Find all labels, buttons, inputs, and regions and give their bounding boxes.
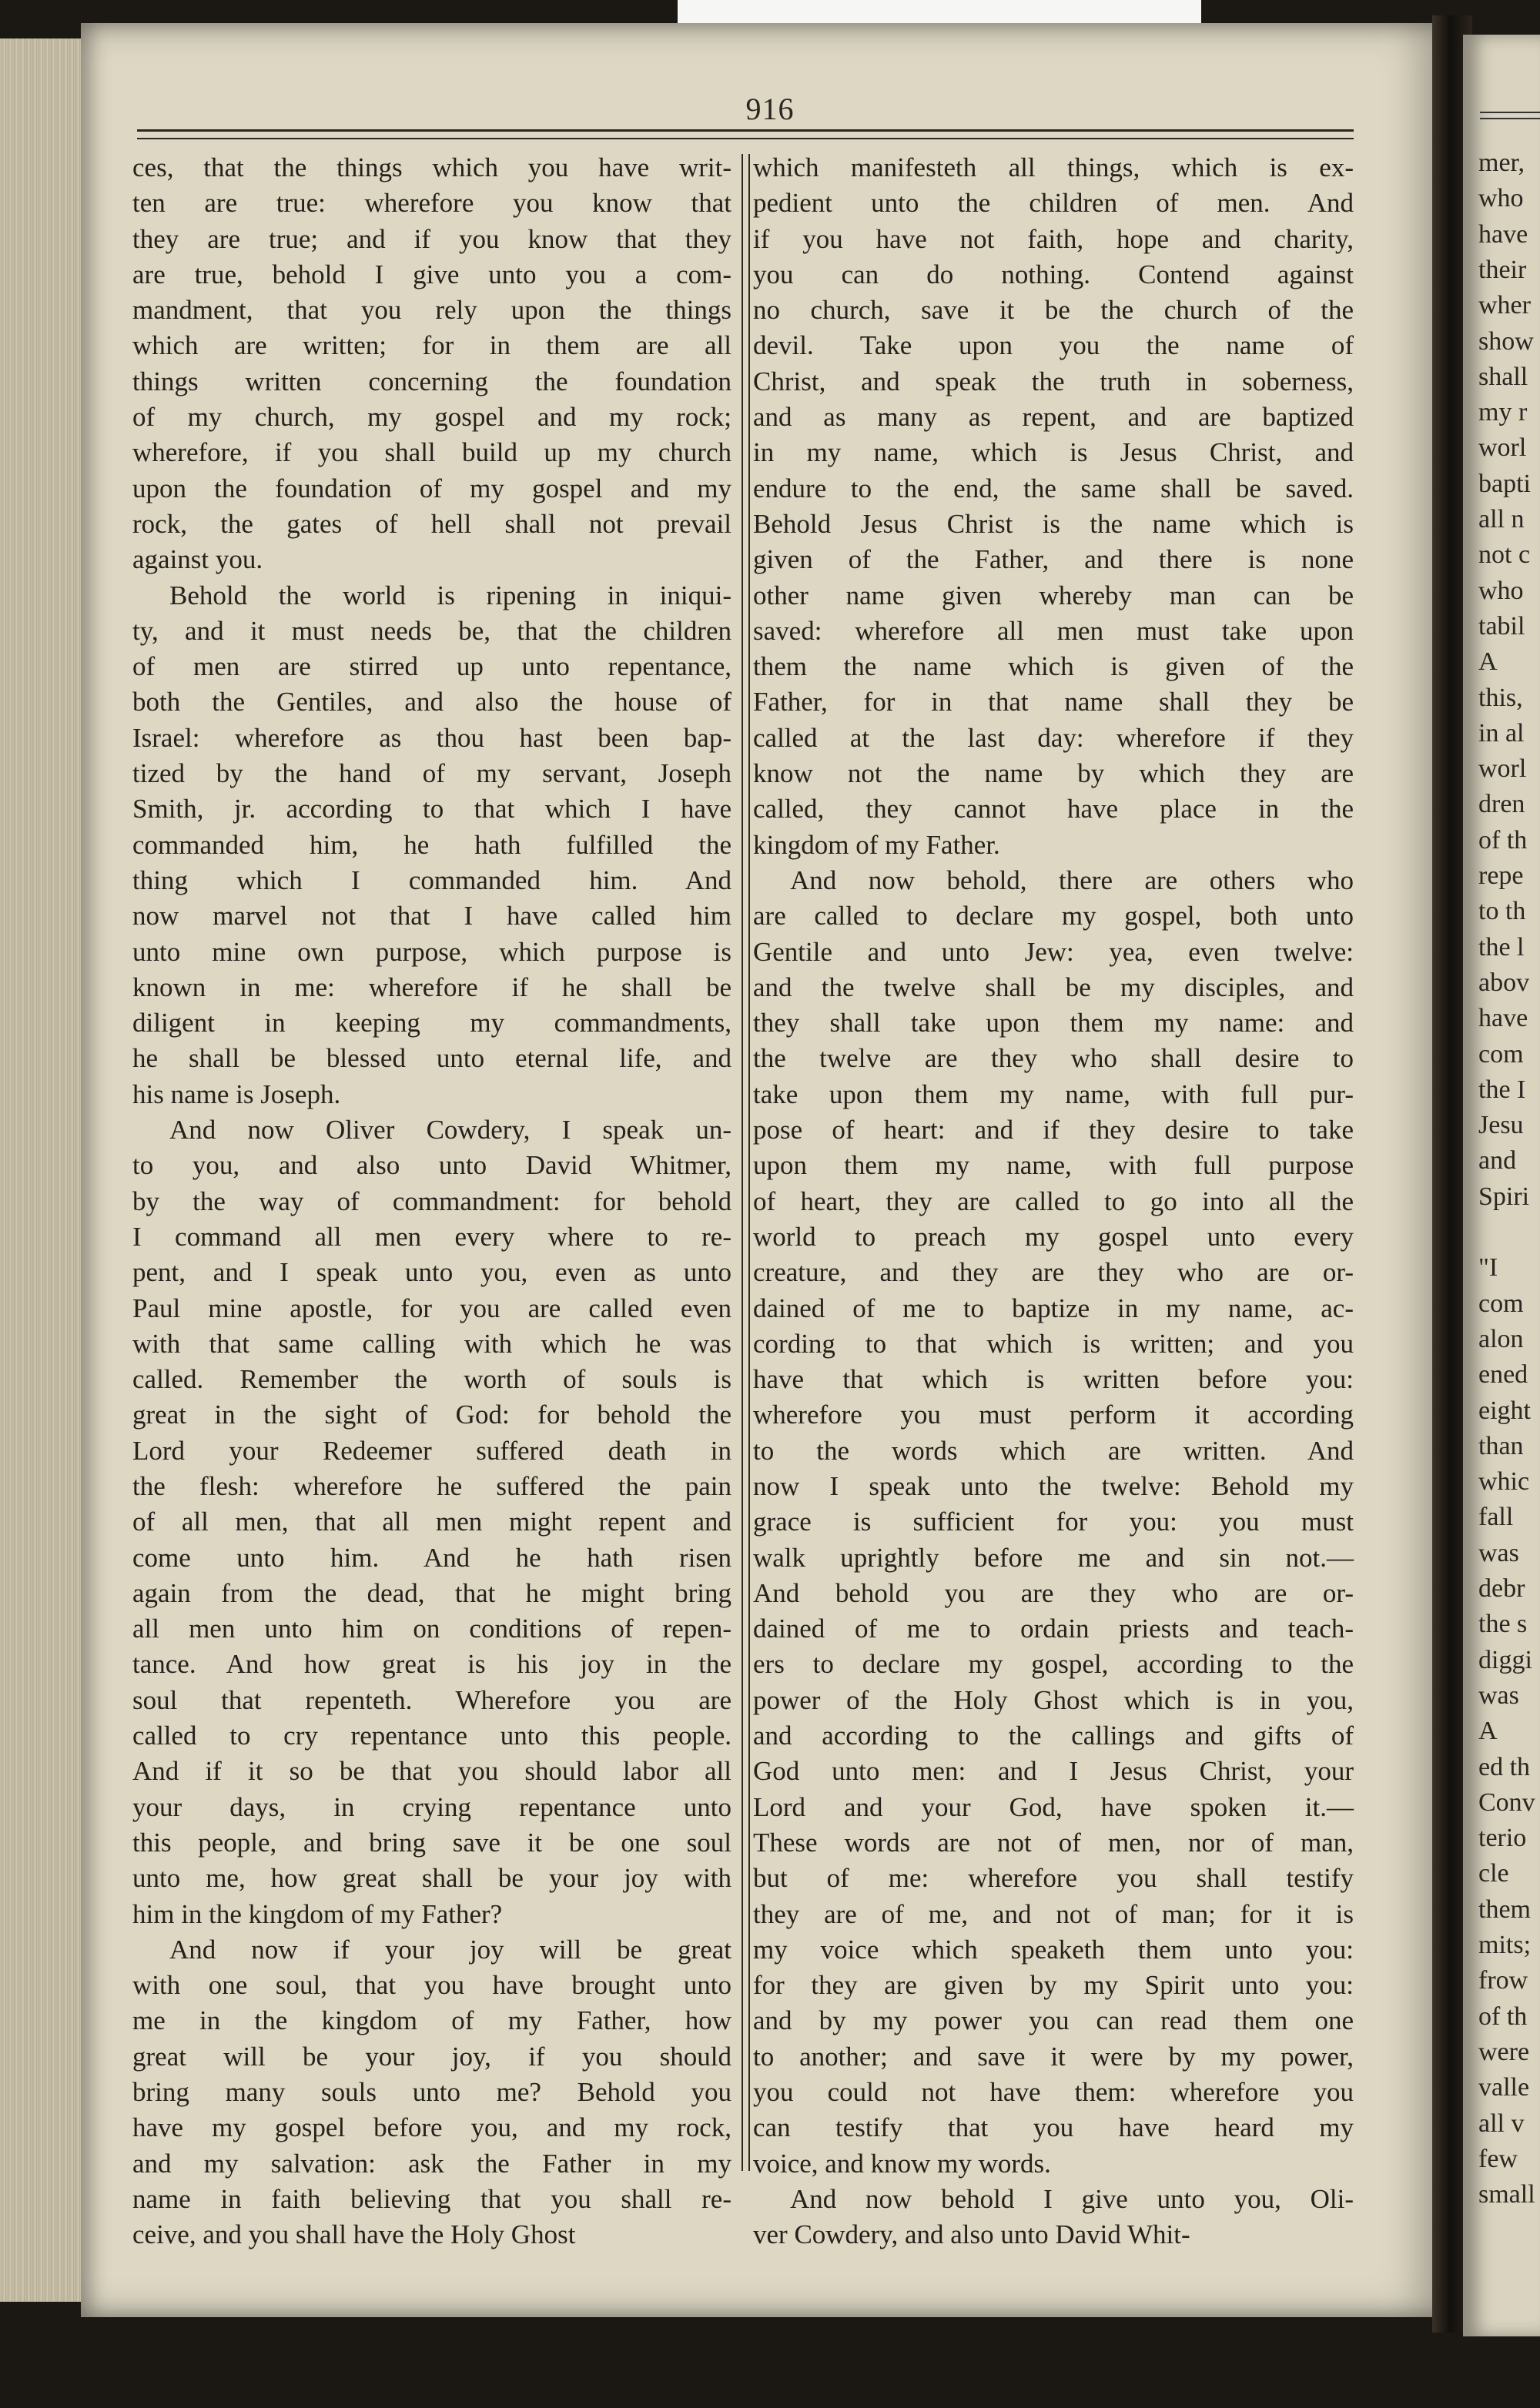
facing-page-fragment: was xyxy=(1478,1538,1519,1567)
facing-page-fragment: and xyxy=(1478,1146,1517,1176)
text-line: now marvel not that I have called him xyxy=(132,901,732,931)
text-line: and my salvation: ask the Father in my xyxy=(132,2148,732,2179)
text-line: These words are not of men, nor of man, xyxy=(753,1827,1354,1858)
text-line: creature, and they are they who are or- xyxy=(753,1257,1354,1288)
text-line: devil. Take upon you the name of xyxy=(753,330,1354,361)
text-line: world to preach my gospel unto every xyxy=(753,1221,1354,1252)
text-line: pose of heart: and if they desire to take xyxy=(753,1115,1354,1145)
facing-page-fragment: the s xyxy=(1478,1610,1528,1639)
facing-page-fragment: ed th xyxy=(1478,1752,1531,1781)
facing-page-fragment: this, xyxy=(1478,683,1523,712)
facing-page-fragment: dren xyxy=(1478,790,1525,819)
text-line: him in the kingdom of my Father? xyxy=(132,1898,503,1929)
facing-page-fragment: fall xyxy=(1478,1503,1514,1532)
facing-page-fragment: who xyxy=(1478,576,1524,605)
left-text-column xyxy=(132,150,732,2253)
text-line: and the twelve shall be my disciples, and xyxy=(753,972,1354,1002)
facing-page-fragment: of th xyxy=(1478,2002,1528,2031)
text-line: against you. xyxy=(132,544,263,575)
text-line: have that which is written before you: xyxy=(753,1364,1354,1395)
text-line: they are of me, and not of man; for it is xyxy=(753,1898,1354,1929)
text-line: bring many souls unto me? Behold you xyxy=(132,2077,732,2108)
text-line: things written concerning the foundation xyxy=(132,366,732,396)
text-line: called, they cannot have place in the xyxy=(753,794,1354,824)
text-line: and by my power you can read them one xyxy=(753,2005,1354,2036)
text-line: of heart, they are called to go into all the xyxy=(753,1186,1354,1216)
text-line: come unto him. And he hath risen xyxy=(132,1542,732,1573)
facing-page-fragment: mer, xyxy=(1478,149,1525,177)
facing-page-fragment: all v xyxy=(1478,2109,1525,2138)
text-line: called to cry repentance unto this people. xyxy=(132,1721,732,1751)
facing-page-fragment: tabil xyxy=(1478,611,1525,640)
facing-page-fragment: terio xyxy=(1478,1824,1527,1853)
facing-page xyxy=(1463,35,1540,2336)
facing-page-fragment: to th xyxy=(1478,897,1526,926)
text-line: grace is sufficient for you: you must xyxy=(753,1507,1354,1537)
page-number: 916 xyxy=(745,92,795,126)
text-line: and as many as repent, and are baptized xyxy=(753,402,1354,433)
text-line: upon them my name, with full purpose xyxy=(753,1150,1354,1181)
facing-page-fragment: Spiri xyxy=(1478,1182,1530,1211)
text-line: cording to that which is written; and you xyxy=(753,1328,1354,1359)
text-line: my voice which speaketh them unto you: xyxy=(753,1934,1354,1965)
text-line: which are written; for in them are all xyxy=(132,330,732,361)
facing-page-fragment: have xyxy=(1478,1004,1528,1033)
text-line: diligent in keeping my commandments, xyxy=(132,1008,732,1038)
text-line: now I speak unto the twelve: Behold my xyxy=(753,1470,1354,1501)
facing-page-fragment: few xyxy=(1478,2144,1518,2173)
text-line: dained of me to ordain priests and teach- xyxy=(753,1614,1354,1644)
text-line: with that same calling with which he was xyxy=(132,1328,732,1359)
text-line: called at the last day: wherefore if they xyxy=(753,722,1354,753)
facing-page-fragment: diggi xyxy=(1478,1645,1532,1674)
facing-page-fragment: of th xyxy=(1478,825,1528,855)
facing-page-fragment: com xyxy=(1478,1289,1524,1318)
header-rule xyxy=(137,129,1354,139)
text-line: upon the foundation of my gospel and my xyxy=(132,473,732,503)
text-line: And behold you are they who are or- xyxy=(753,1577,1354,1608)
text-line: you could not have them: wherefore you xyxy=(753,2077,1354,2108)
text-line: commanded him, he hath fulfilled the xyxy=(132,829,732,860)
text-line: unto me, how great shall be your joy with xyxy=(132,1863,732,1894)
text-line: of all men, that all men might repent and xyxy=(132,1507,732,1537)
facing-page-fragment: frow xyxy=(1478,1966,1528,1995)
text-line: given of the Father, and there is none xyxy=(753,544,1354,575)
text-line: Paul mine apostle, for you are called even xyxy=(132,1293,732,1323)
facing-page-fragment: have xyxy=(1478,219,1528,249)
text-line: endure to the end, the same shall be saved. xyxy=(753,473,1354,503)
text-line: saved: wherefore all men must take upon xyxy=(753,615,1354,646)
text-line: And now if your joy will be great xyxy=(169,1934,732,1965)
text-line: Christ, and speak the truth in soberness, xyxy=(753,366,1354,396)
facing-page-fragment: eight xyxy=(1478,1396,1531,1425)
facing-page-fragment: worl xyxy=(1478,433,1527,463)
facing-page-fragment: "I xyxy=(1478,1253,1498,1283)
facing-page-fragment: A xyxy=(1478,1717,1498,1746)
text-line: Smith, jr. according to that which I have xyxy=(132,794,732,824)
facing-page-fragment: them xyxy=(1478,1895,1531,1924)
text-line: the twelve are they who shall desire to xyxy=(753,1043,1354,1074)
facing-page-fragment: cle xyxy=(1478,1859,1509,1888)
text-line: they shall take upon them my name: and xyxy=(753,1008,1354,1038)
text-line: ers to declare my gospel, according to the xyxy=(753,1649,1354,1680)
text-line: his name is Joseph. xyxy=(132,1079,341,1109)
facing-page-fragment: the I xyxy=(1478,1075,1526,1104)
text-line: ten are true: wherefore you know that xyxy=(132,188,732,219)
text-line: all men unto him on conditions of repen- xyxy=(132,1614,732,1644)
text-line: know not the name by which they are xyxy=(753,758,1354,789)
facing-page-fragment: Jesu xyxy=(1478,1111,1524,1140)
facing-page-fragment: show xyxy=(1478,326,1534,356)
page-edges xyxy=(0,38,85,2302)
text-line: pent, and I speak unto you, even as unto xyxy=(132,1257,732,1288)
text-line: are true, behold I give unto you a com- xyxy=(132,259,732,289)
text-line: thing which I commanded him. And xyxy=(132,865,732,895)
text-line: walk uprightly before me and sin not.— xyxy=(753,1542,1354,1573)
text-line: Gentile and unto Jew: yea, even twelve: xyxy=(753,936,1354,967)
text-line: called. Remember the worth of souls is xyxy=(132,1364,732,1395)
text-line: have my gospel before you, and my rock, xyxy=(132,2112,732,2143)
facing-page-fragment: who xyxy=(1478,184,1524,213)
text-line: dained of me to baptize in my name, ac- xyxy=(753,1293,1354,1323)
facing-page-fragment: shall xyxy=(1478,362,1528,391)
text-line: And now behold, there are others who xyxy=(790,865,1354,895)
text-line: voice, and know my words. xyxy=(753,2148,1051,2179)
text-line: mandment, that you rely upon the things xyxy=(132,295,732,326)
column-divider xyxy=(742,154,750,2171)
text-line: they are true; and if you know that they xyxy=(132,223,732,254)
text-line: great in the sight of God: for behold the xyxy=(132,1400,732,1430)
facing-page-fragment: the l xyxy=(1478,932,1525,962)
text-line: I command all men every where to re- xyxy=(132,1221,732,1252)
text-line: Behold the world is ripening in iniqui- xyxy=(169,580,732,610)
facing-page-fragment: wher xyxy=(1478,291,1531,320)
text-line: to another; and save it were by my power, xyxy=(753,2041,1354,2072)
text-line: ces, that the things which you have writ- xyxy=(132,152,732,182)
facing-page-fragment: debr xyxy=(1478,1574,1525,1603)
text-line: your days, in crying repentance unto xyxy=(132,1791,732,1822)
text-line: God unto men: and I Jesus Christ, your xyxy=(753,1756,1354,1787)
facing-page-fragment: all n xyxy=(1478,505,1525,533)
facing-page-fragment: worl xyxy=(1478,754,1527,784)
facing-page-fragment: in al xyxy=(1478,718,1525,747)
text-line: tance. And how great is his joy in the xyxy=(132,1649,732,1680)
text-line: tized by the hand of my servant, Joseph xyxy=(132,758,732,789)
facing-page-fragment: Conv xyxy=(1478,1788,1535,1817)
text-line: and according to the callings and gifts of xyxy=(753,1721,1354,1751)
text-line: are called to declare my gospel, both unto xyxy=(753,901,1354,931)
text-line: wherefore, if you shall build up my church xyxy=(132,437,732,468)
text-line: this people, and bring save it be one soul xyxy=(132,1827,732,1858)
text-line: known in me: wherefore if he shall be xyxy=(132,972,732,1002)
text-line: to you, and also unto David Whitmer, xyxy=(132,1150,732,1181)
text-line: no church, save it be the church of the xyxy=(753,295,1354,326)
text-line: And if it so be that you should labor all xyxy=(132,1756,732,1787)
text-line: pedient unto the children of men. And xyxy=(753,188,1354,219)
facing-page-fragment: alon xyxy=(1478,1324,1524,1353)
facing-page-fragment: valle xyxy=(1478,2073,1530,2102)
text-line: wherefore you must perform it according xyxy=(753,1400,1354,1430)
text-line: with one soul, that you have brought unto xyxy=(132,1970,732,2001)
facing-page-fragment: small xyxy=(1478,2180,1535,2209)
text-line: but of me: wherefore you shall testify xyxy=(753,1863,1354,1894)
text-line: if you have not faith, hope and charity, xyxy=(753,223,1354,254)
text-line: ver Cowdery, and also unto David Whit- xyxy=(753,2219,1190,2250)
text-line: Israel: wherefore as thou hast been bap- xyxy=(132,722,732,753)
text-line: rock, the gates of hell shall not prevail xyxy=(132,508,732,539)
facing-page-fragment: than xyxy=(1478,1431,1524,1460)
facing-page-fragment: whic xyxy=(1478,1467,1530,1497)
text-line: name in faith believing that you shall re- xyxy=(132,2183,732,2214)
text-line: And now Oliver Cowdery, I speak un- xyxy=(169,1115,732,1145)
text-line: unto mine own purpose, which purpose is xyxy=(132,936,732,967)
text-line: for they are given by my Spirit unto you: xyxy=(753,1970,1354,2001)
text-line: in my name, which is Jesus Christ, and xyxy=(753,437,1354,468)
text-line: them the name which is given of the xyxy=(753,651,1354,682)
text-line: again from the dead, that he might bring xyxy=(132,1577,732,1608)
text-line: take upon them my name, with full pur- xyxy=(753,1079,1354,1109)
text-line: great will be your joy, if you should xyxy=(132,2041,732,2072)
text-line: you can do nothing. Contend against xyxy=(753,259,1354,289)
facing-page-fragment: repe xyxy=(1478,861,1524,890)
facing-page-fragment: were xyxy=(1478,2037,1530,2066)
facing-page-fragment: not c xyxy=(1478,540,1531,570)
text-line: ty, and it must needs be, that the children xyxy=(132,615,732,646)
facing-page-fragment: mits; xyxy=(1478,1931,1532,1959)
text-line: Lord your Redeemer suffered death in xyxy=(132,1435,732,1466)
text-line: the flesh: wherefore he suffered the pain xyxy=(132,1470,732,1501)
facing-page-fragment: abov xyxy=(1478,968,1530,997)
text-line: of my church, my gospel and my rock; xyxy=(132,402,732,433)
text-line: Lord and your God, have spoken it.— xyxy=(753,1791,1354,1822)
facing-page-fragment: their xyxy=(1478,255,1527,284)
facing-page-fragment: ened xyxy=(1478,1360,1528,1390)
facing-page-fragment: my r xyxy=(1478,398,1528,427)
text-line: And now behold I give unto you, Oli- xyxy=(790,2183,1354,2214)
text-line: soul that repenteth. Wherefore you are xyxy=(132,1684,732,1715)
text-line: to the words which are written. And xyxy=(753,1435,1354,1466)
text-line: other name given whereby man can be xyxy=(753,580,1354,610)
right-text-column xyxy=(753,150,1354,2253)
text-line: me in the kingdom of my Father, how xyxy=(132,2005,732,2036)
text-line: power of the Holy Ghost which is in you, xyxy=(753,1684,1354,1715)
text-line: kingdom of my Father. xyxy=(753,829,1000,860)
text-line: Father, for in that name shall they be xyxy=(753,687,1354,717)
text-line: Behold Jesus Christ is the name which is xyxy=(753,508,1354,539)
text-line: ceive, and you shall have the Holy Ghost xyxy=(132,2219,576,2250)
facing-page-fragment: bapti xyxy=(1478,469,1531,498)
facing-page-fragment: com xyxy=(1478,1039,1524,1069)
text-line: can testify that you have heard my xyxy=(753,2112,1354,2143)
text-line: which manifesteth all things, which is ex- xyxy=(753,152,1354,182)
text-line: by the way of commandment: for behold xyxy=(132,1186,732,1216)
text-line: he shall be blessed unto eternal life, and xyxy=(132,1043,732,1074)
facing-page-fragment: was xyxy=(1478,1681,1519,1710)
text-line: both the Gentiles, and also the house of xyxy=(132,687,732,717)
text-line: of men are stirred up unto repentance, xyxy=(132,651,732,682)
facing-page-fragment: A xyxy=(1478,647,1498,677)
